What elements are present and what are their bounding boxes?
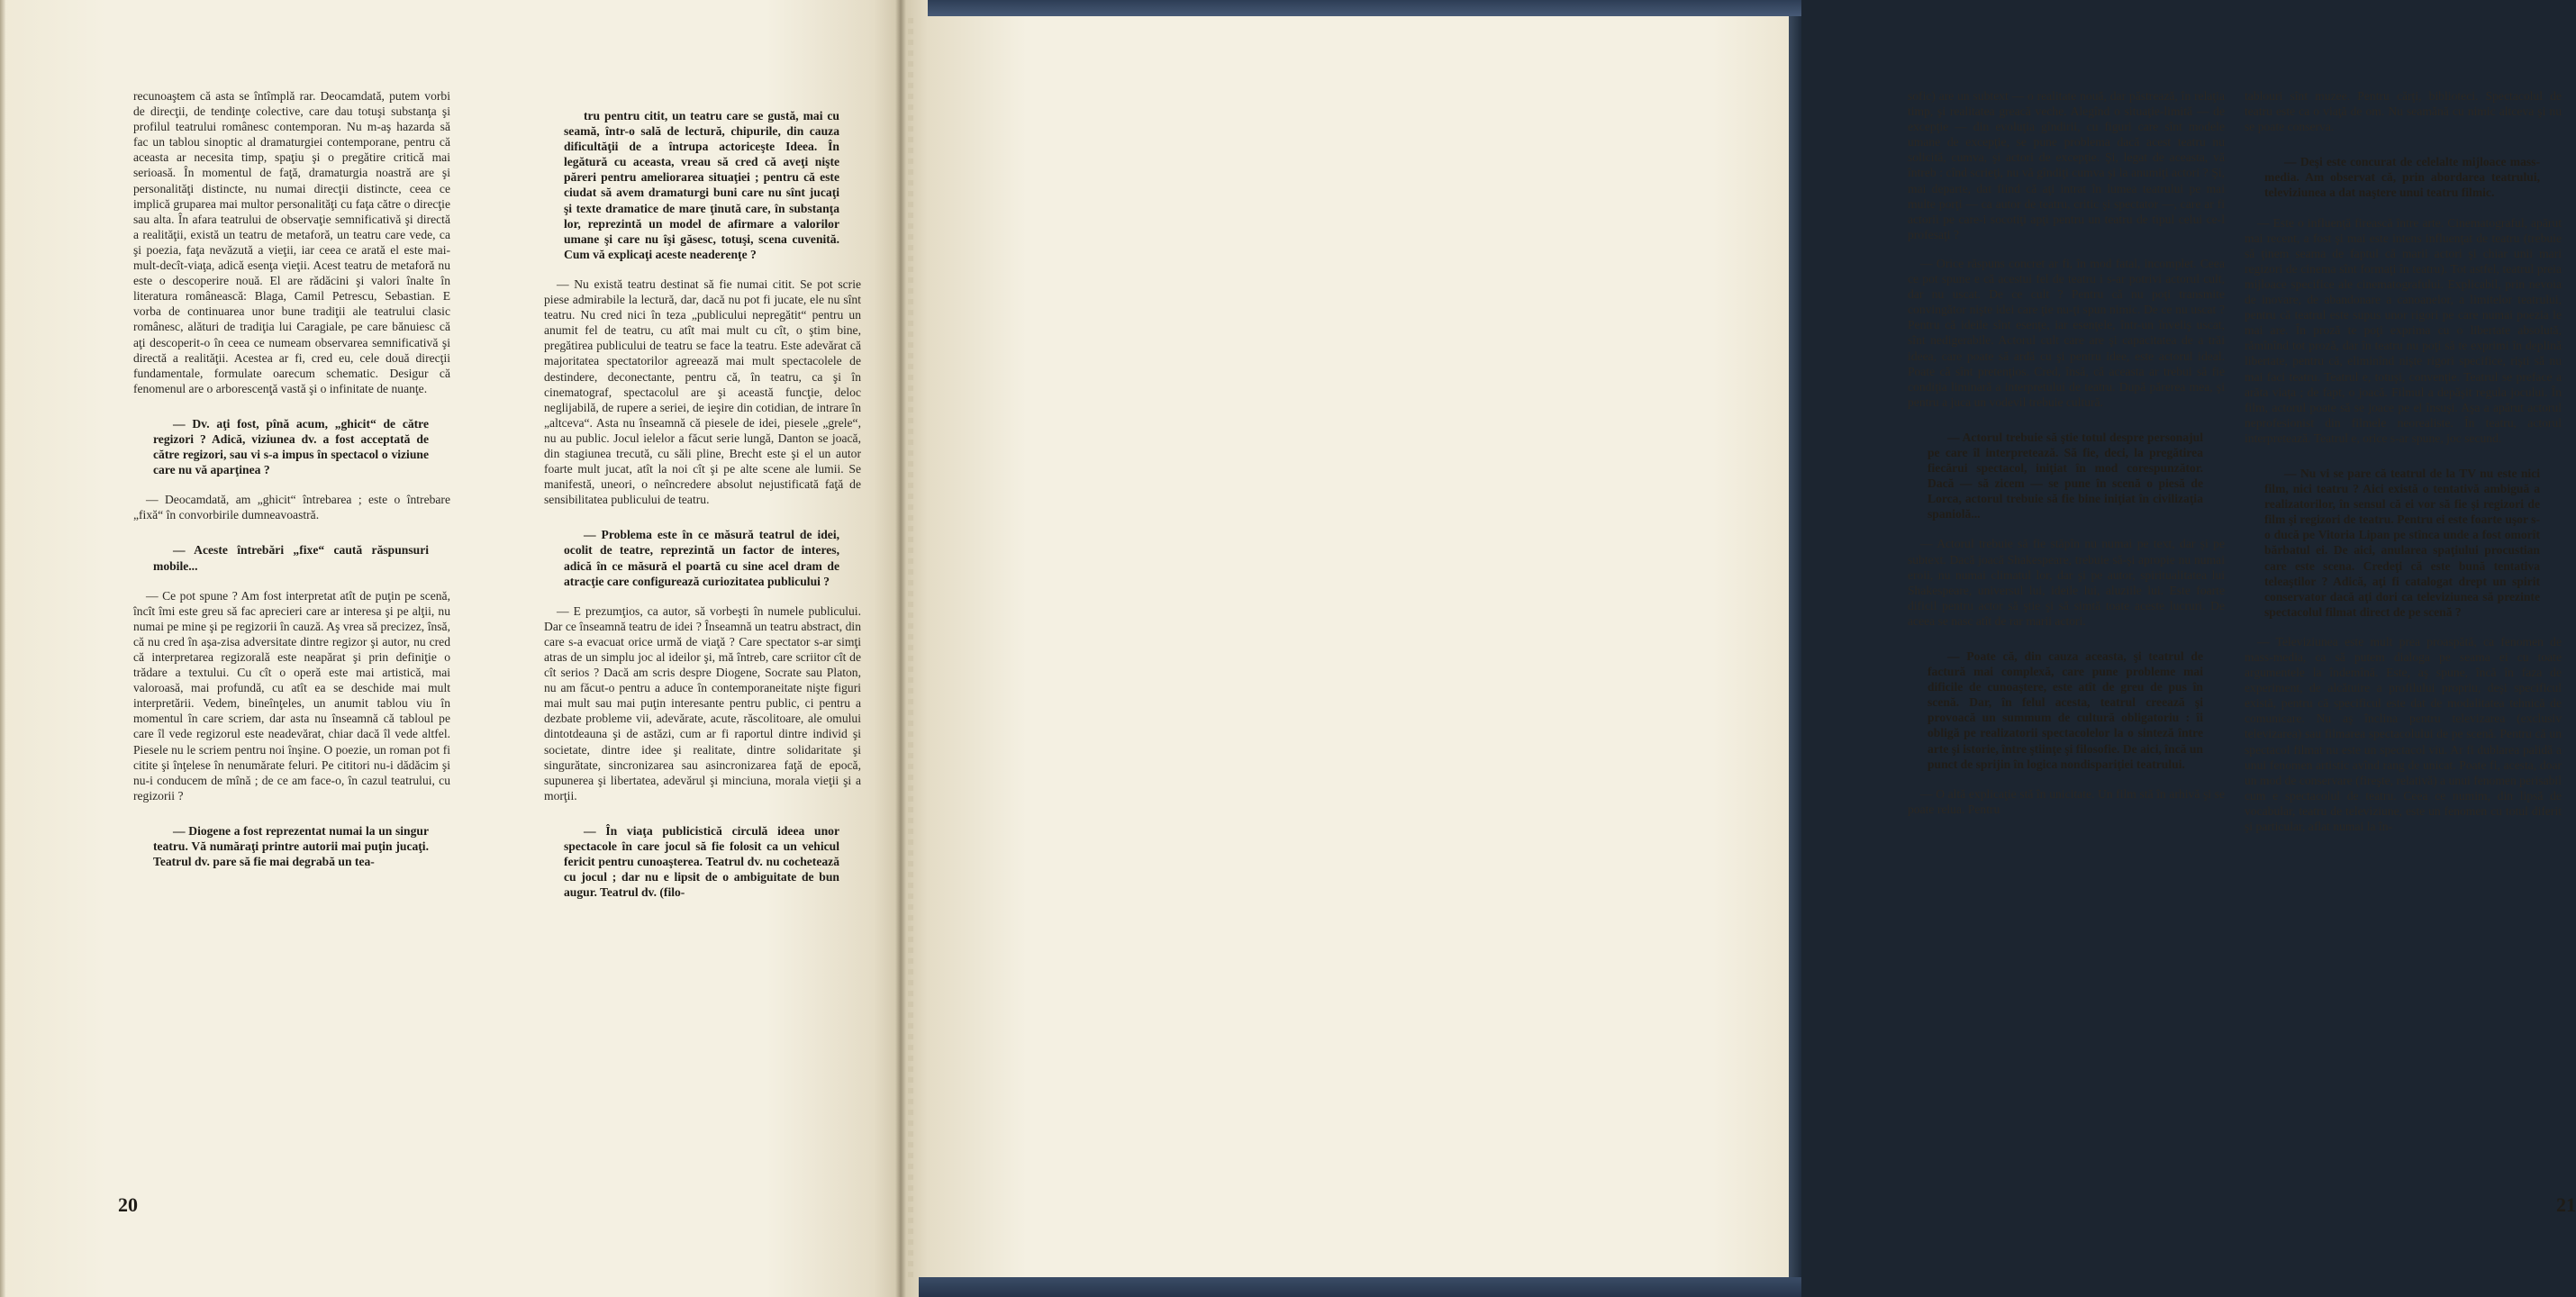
interview-answer: — Actorul trebuie să fie stăpîn nu numai pe text, dar şi pe subtext. Dacă joacă Shakespeare, trebuie să-şi apropie nu numai eroii, nu numai climatul lor, dar şi pe autor, spiritualitatea lui Shakespeare, universul lui, ideile lui, aluziile lui. Este foarte dificil pentru actor să ştie şi să simtă toate aceste lucruri. De aceea se nasc atît de rar marii actori. bbox=[1908, 537, 2225, 628]
interview-answer: tablouri sînt muzee. Pentru cărţi, biblioteci. Spectacolul de teatru este ca o viaţă de om. Nu seamănă cu nimic altceva şi nu se poate conserva. bbox=[2245, 89, 2562, 134]
cover-top-edge bbox=[928, 0, 1801, 16]
cover-bottom-edge bbox=[919, 1277, 1801, 1297]
text-column-1 bbox=[133, 88, 450, 884]
page-number-left: 20 bbox=[118, 1193, 138, 1216]
interview-question: — Dv. aţi fost, pînă acum, „ghicit“ de către regizori ? Adică, viziunea dv. a fost acceptată de către regizori, sau vi s-a impus în spectacol o viziune care nu vă aparţinea ? bbox=[153, 416, 429, 477]
page-number-right: 21 bbox=[2556, 1193, 2576, 1216]
interview-question: — Deşi este concurat de celelalte mijloace mass-media. Am observat că, prin abordarea teatrului, televiziunea a dat naştere unui teatru filmic. bbox=[2264, 155, 2540, 200]
interview-question: — În viaţa publicistică circulă ideea unor spectacole în care jocul să fie folosit ca un vehicul fericit pentru cunoaşterea. Teatrul dv. nu cochetează cu jocul ; dar nu e lipsit de o ambiguitate de bun augur. Teatrul dv. (filo- bbox=[564, 823, 839, 900]
book-cover-edge bbox=[1789, 0, 1801, 1297]
page-edge bbox=[0, 0, 5, 1297]
interview-question: tru pentru citit, un teatru care se gustă, mai cu seamă, într-o sală de lectură, chipurile, din cauza dificultăţii de a întrupa actoriceşte Ideea. În legătură cu aceasta, vreau să cred că aveţi nişte păreri pentru ameliorarea situaţiei ; pentru că este ciudat să avem dramaturgi buni care nu sînt jucaţi şi texte dramatice de mare ţinută care, în substanţa lor, reprezintă un model de afirmare a valorilor umane şi care nu îşi găsesc, totuşi, scena cuvenită. Cum vă explicaţi aceste neaderenţe ? bbox=[564, 109, 839, 261]
text-column-4 bbox=[2245, 88, 2562, 848]
interview-answer: recunoaştem că asta se întîmplă rar. Deocamdată, putem vorbi de direcţii, de tendinţe colective, care dau totuşi substanţa şi profilul teatrului românesc contemporan. Nu m-aş hazarda să fac un tablou sinoptic al dramaturgiei contemporane, pentru că aceasta ar necesita timp, spaţiu şi o pregătire critică mai serioasă. În momentul de faţă, dramaturgia noastră are şi personalităţi distincte, nu numai direcţii distincte, ceea ce implică gruparea mai multor personalităţi cu faţa către o direcţie sau alta. În afara teatrului de observaţie semnificativă şi directă a realităţii, există un teatru de metaforă, un teatru care vede, ca şi poezia, faţa nevăzută a vieţii, iar ceea ce arată el este mai-mult-decît-viaţa, adică esenţa vieţii. Acest teatru de metaforă nu este o descoperire nouă. El are rădăcini şi valori înalte în literatura românească: Blaga, Camil Petrescu, Sebastian. E vorba de continuarea unor bune tradiţii ale teatrului clasic românesc, alături de tradiţia lui Caragiale, pe care bănuiesc că aţi descoperit-o în ceea ce numeam observarea semnificativă şi directă a realităţii. Acestea ar fi, cred eu, cele două direcţii fundamentale, formulate oarecum schematic. Desigur că fenomenul are o arborescenţă vastă şi o infinitate de nuanţe. bbox=[133, 89, 450, 395]
interview-question: — Actorul trebuie să ştie totul despre personajul pe care îl interpretează. Să fie, deci, la pregătirea fiecărui spectacol, iniţiat în mod corespunzător. Dacă — să zicem — se pune în scenă o piesă de Lorca, actorul trebuie să fie bine iniţiat în civilizaţia spaniolă... bbox=[1927, 430, 2203, 522]
interview-answer: — Ce pot spune ? Am fost interpretat atît de puţin pe scenă, încît îmi este greu să fac aprecieri care ar interesa şi pe alţii, nu numai pe mine şi pe regizorii în cauză. Aş vrea să precizez, însă, că nu cred în aşa-zisa adversitate dintre regizor şi autor, nu cred că interpretarea regizorală este neapărat şi prin definiţie o trădare a textului. Cu cît o operă este mai artistică, mai valoroasă, mai profundă, cu atît ea se deschide mai mult interpretării. Vedem, bineînţeles, un anumit tablou viu în momentul în care scriem, dar asta nu înseamnă că tabloul pe care îl vede regizorul este neadevărat, chiar dacă îl vede altfel. Piesele nu le scriem pentru noi înşine. O poezie, un roman pot fi citite şi înţelese în nenumărate feluri. Pe cititori nu-i dădăcim şi nu-i conducem de mînă ; de ce am face-o, în cazul teatrului, cu regizorii ? bbox=[133, 588, 450, 803]
interview-question: — Problema este în ce măsură teatrul de idei, ocolit de teatre, reprezintă un factor de interes, adică în ce măsură el poartă cu sine acel dram de atracţie care configurează curiozitatea publicului ? bbox=[564, 528, 839, 588]
interview-answer: — Orice răspuns concret ar fi, în mod fatal, incomplet. Ceea ce pot spune e că acestui fel de teatru i s-ar potrivi actorul cult, dar nu uscat. De ce cult ? Pentru că nu poţi transmite convingător nişte idei care ţie nu-ţi spun nimic. De ce nu uscat ? Pentru că ideile sînt esenţe, iar esenţele, într-un înveliş uscat, sînt nedigerabile. Actorul cult care are şi capacitatea de a trăi ideea, care poate să ardă cu şi pentru idee, este actorul ideal. Poate că sînt pretenţios. Cred, însă, că aceasta ar trebui să fie condiţia liminară a interpretului de teatru. După părerea mea, şi pentru a juca un vodevil trebuie cultură. bbox=[1908, 256, 2225, 409]
interview-answer: — Este o influenţă firească între arte. Cinematograful, apărut mai recent, a fost şi mai este intens influenţat de teatru (trebuie să ţinem seama de faptul că marii actori şi chiar unii mari regizori de cinema sînt formaţi în teatru). Tot astfel, teatrul preia mijloace specifice ale cinematografului. Explicabil, prin nevoia de inovare, de abandonare a canoanelor, a limitelor teatrului, pentru că teatrul este supus unor rigori pe care numai poezia le mai are. În proză te poţi exprima cu o libertate absolută, rămînînd tot proză, dar în teatru nu poţi să te exprimi în deplină libertate, pentru că, eliminînd nişte rigori specifice, rişti să nu mai faci teatru. Teatrul e, totuşi, convenţie. Teatrul se preface a arăta viaţa ; de fapt, o joacă. Filmul a depăşit regula jocului. În film, actorul poate să se joace pe el însuşi. Aşa a apărut actorul neprofesionist din filmele neorealiste. În teatru, actorul interpretează. Teatrul e, orice s-ar spune, joc secund. bbox=[2245, 215, 2562, 445]
interview-question: — Diogene a fost reprezentat numai la un singur teatru. Vă număraţi printre autorii mai puţin jucaţi. Teatrul dv. pare să fie mai degrabă un tea- bbox=[153, 823, 429, 869]
interview-question: — Nu vi se pare că teatrul de la TV nu este nici film, nici teatru ? Aici există o tentativă ambiguă a realizatorilor, în sensul că ei vor să fie şi regizori de film şi regizori de teatru. Pentru ei este foarte uşor s-o ducă pe Vitoria Lipan pe stînca unde a fost omorît bărbatul ei. De aici, anularea spaţiului procustian care este scena. Credeţi că este bună tentativa teleaştilor ? Adică, aţi fi catalogat drept un spirit conservator dacă aţi dori ca televiziunea să prezinte spectacolul filmat direct de pe scenă ? bbox=[2264, 466, 2540, 619]
interview-answer: — Nu există teatru destinat să fie numai citit. Se pot scrie piese admirabile la lectură, dar, dacă nu pot fi jucate, ele nu sînt teatru. Nu cred nici în teza „publicului nepregătit“ pentru un anumit fel de teatru, cu atît mai mult cu cît, o ştim bine, pregătirea publicului de teatru se face la teatru. Este adevărat că majoritatea spectatorilor agreează mai mult spectacolele de destindere, deconectante, pentru că, în teatru, ca şi în cinematograf, spectacolul are şi această funcţie, deloc neglijabilă, de rupere a seriei, de ieşire din cotidian, de intrare în „altceva“. Asta nu înseamnă că piesele de idei, piesele „grele“, nu au public. Jocul ielelor a făcut serie lungă, Danton se joacă, din stagiunea trecută, cu săli pline, Brecht este şi el un autor foarte mult jucat, atît la noi cît şi pe alte scene ale lumii. Se manifestă, uneori, o neîncredere absolut nejustificată faţă de sensibilitatea publicului de teatru. bbox=[544, 277, 861, 507]
left-page bbox=[0, 0, 901, 1297]
interview-answer: — Deocamdată, am „ghicit“ întrebarea ; este o întrebare „fixă“ în convorbirile dumneavoastră. bbox=[133, 493, 450, 522]
interview-answer: sofic) are un subtext — o realitate nouă, dar păstrează, în relaţia timp, şi realitatea greacă veche. Alegînd o situaţie-limită — de excepţie — din evoluţia gîndirii, cu figuri care sînt modele umane de excepţie, se pune problema dacă acest teatru nu solicită, cumva, şi actori de excepţie. Şi, legat de aceasta, vă întreb : cînd scrieţi, nu vă gîndiţi cumva şi la anumiţi actori ? Şi, mai departe, dat fiind că aţi intrat în lumea teatrului pe mai multe porţi — ca autor de teatru, critic şi spectator —, care ar fi actorii pe care-i socotiţi apţi pentru un teatru de tipul celui ce-l profesaţi ? bbox=[1908, 89, 2225, 241]
right-page bbox=[901, 0, 2576, 1297]
interview-answer: — E prezumţios, ca autor, să vorbeşti în numele publicului. Dar ce înseamnă teatru de idei ? Înseamnă un teatru abstract, din care s-a evacuat orice urmă de viaţă ? Care spectator s-ar simţi atras de un simplu joc al ideilor şi, mă întreb, care scriitor cît de cît serios ? Dacă am scris despre Diogene, Socrate sau Platon, nu am făcut-o pentru a aduce în contemporaneitate nişte figuri mai mult sau mai puţin interesante pentru public, ci pentru a dezbate probleme vii, adevărate, acute, răscolitoare, ale omului dintotdeauna şi de astăzi, cum ar fi raportul dintre individ şi societate, dintre idee şi realitate, dintre solidaritate şi singurătate, sincronizarea sau asincronizarea faţă de epocă, supunerea şi libertatea, adevărul şi minciuna, morala vieţii şi a morţii. bbox=[544, 603, 861, 803]
interview-question: — Aceste întrebări „fixe“ caută răspunsuri mobile... bbox=[153, 543, 429, 573]
book-spine-shadow bbox=[895, 0, 906, 1297]
binding-stitch bbox=[908, 18, 913, 1279]
text-column-2 bbox=[544, 88, 861, 914]
interview-question: — Poate că, din cauza aceasta, şi teatrul de factură mai complexă, care pune probleme mai dificile de cunoaştere, este atît de greu de pus în scenă. Dar, în felul acesta, teatrul creează şi provoacă un summum de cultură obligatoriu : îi obligă pe realizatorii spectacolelor la o sinteză între arte şi istorie, între ştiinţe şi filosofie. De aici, încă un punct de sprijin în logica nondispariţiei teatrului. bbox=[1927, 649, 2203, 771]
text-column-3 bbox=[1908, 88, 2225, 830]
interview-answer: — O altă explicaţie stă în unicitate. Un film stă în arhivă şi se poate relua. Pentru bbox=[1908, 786, 2225, 816]
interview-answer: — Televiziunea este mult prea proaspătă, ca fenomen de mass-media, ca să putem dialoga pe seama ei cu toate argumentele la îndemînă. Este, aş spune, încă în faza de experiment, de alcătuire a profilului propriu, deşi specificul există, pentru că specificul este dat de modalitatea tehnică de comunicare. Nu aş înclina pentru televizarea (exclusiv televizarea) sau filmarea spectacolului de pe scenă. Pentru că un spectacol filmat nu este un spectacol viu. Ar fi dublarea palidă a unui fenomen artistic avînd rang de unicat. Poate fi, acesta, doar un mod de conservare (fireşte, relativă) a unui fenomen perisabil cum e spectacolul de teatru. Ceea ce numim, din lipsă de vocabular, teatru de televiziune, este un fenomen cu totul diferit şi particular, aflat numai la în- bbox=[2245, 634, 2562, 834]
